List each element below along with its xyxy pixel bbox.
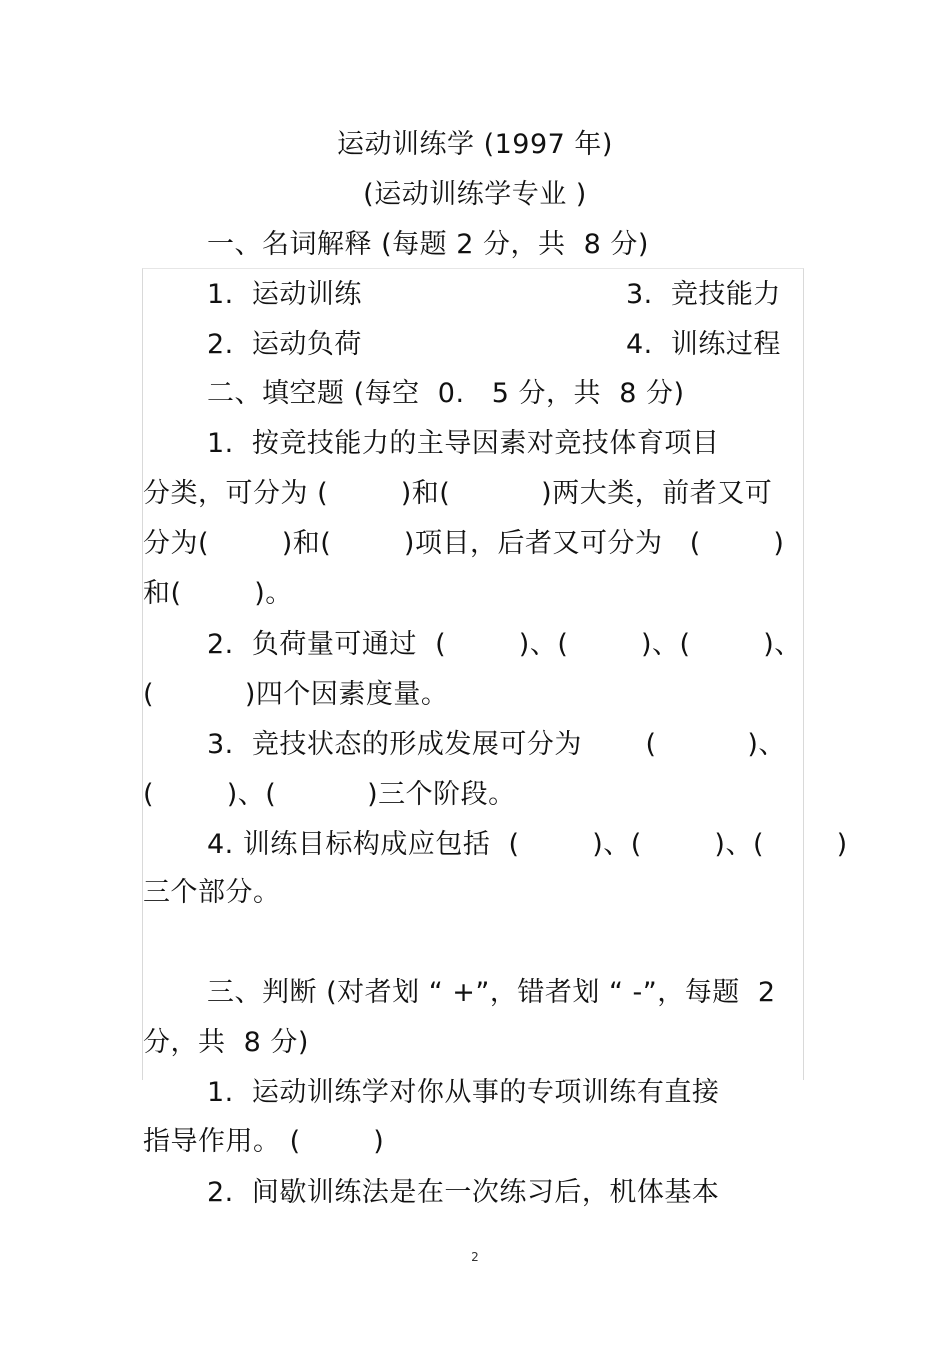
term-item-2: 2. 运动负荷 [207,329,362,360]
term-item-3: 3. 竞技能力 [626,279,781,310]
page-number: 2 [471,1250,479,1264]
fill-q1-line-2: 分类，可分为 ( )和( )两大类，前者又可 [143,478,773,509]
fill-q2-line-2: ( )四个因素度量。 [143,679,449,710]
judge-q1-line-2: 指导作用。 ( ) [143,1126,385,1157]
fill-q1-line-4: 和( )。 [143,578,293,609]
fill-q1-line-1: 1. 按竞技能力的主导因素对竞技体育项目 [207,428,720,459]
fill-q4-line-1: 4. 训练目标构成应包括 ( )、( )、( ) [207,829,848,860]
judge-q1-line-1: 1. 运动训练学对你从事的专项训练有直接 [207,1077,720,1108]
judge-q2-line-1: 2. 间歇训练法是在一次练习后，机体基本 [207,1177,720,1208]
term-item-4: 4. 训练过程 [626,329,781,360]
term-item-1: 1. 运动训练 [207,279,362,310]
page-subtitle: (运动训练学专业 ) [363,179,587,210]
section-1-heading: 一、名词解释 (每题 2 分，共 8 分) [207,229,649,260]
section-3-heading-cont: 分，共 8 分) [143,1027,309,1058]
section-2-heading: 二、填空题 (每空 0. 5 分，共 8 分) [207,378,685,409]
fill-q2-line-1: 2. 负荷量可通过 ( )、( )、( )、 [207,629,802,660]
fill-q1-line-3: 分为( )和( )项目，后者又可分为 ( ) [143,528,785,559]
fill-q3-line-1: 3. 竞技状态的形成发展可分为 ( )、 [207,729,786,760]
fill-q3-line-2: ( )、( )三个阶段。 [143,779,516,810]
section-3-heading: 三、判断 (对者划 “ +”，错者划 “ -”，每题 2 [207,977,776,1008]
page-title: 运动训练学 (1997 年) [337,129,613,160]
fill-q4-line-2: 三个部分。 [143,877,281,908]
